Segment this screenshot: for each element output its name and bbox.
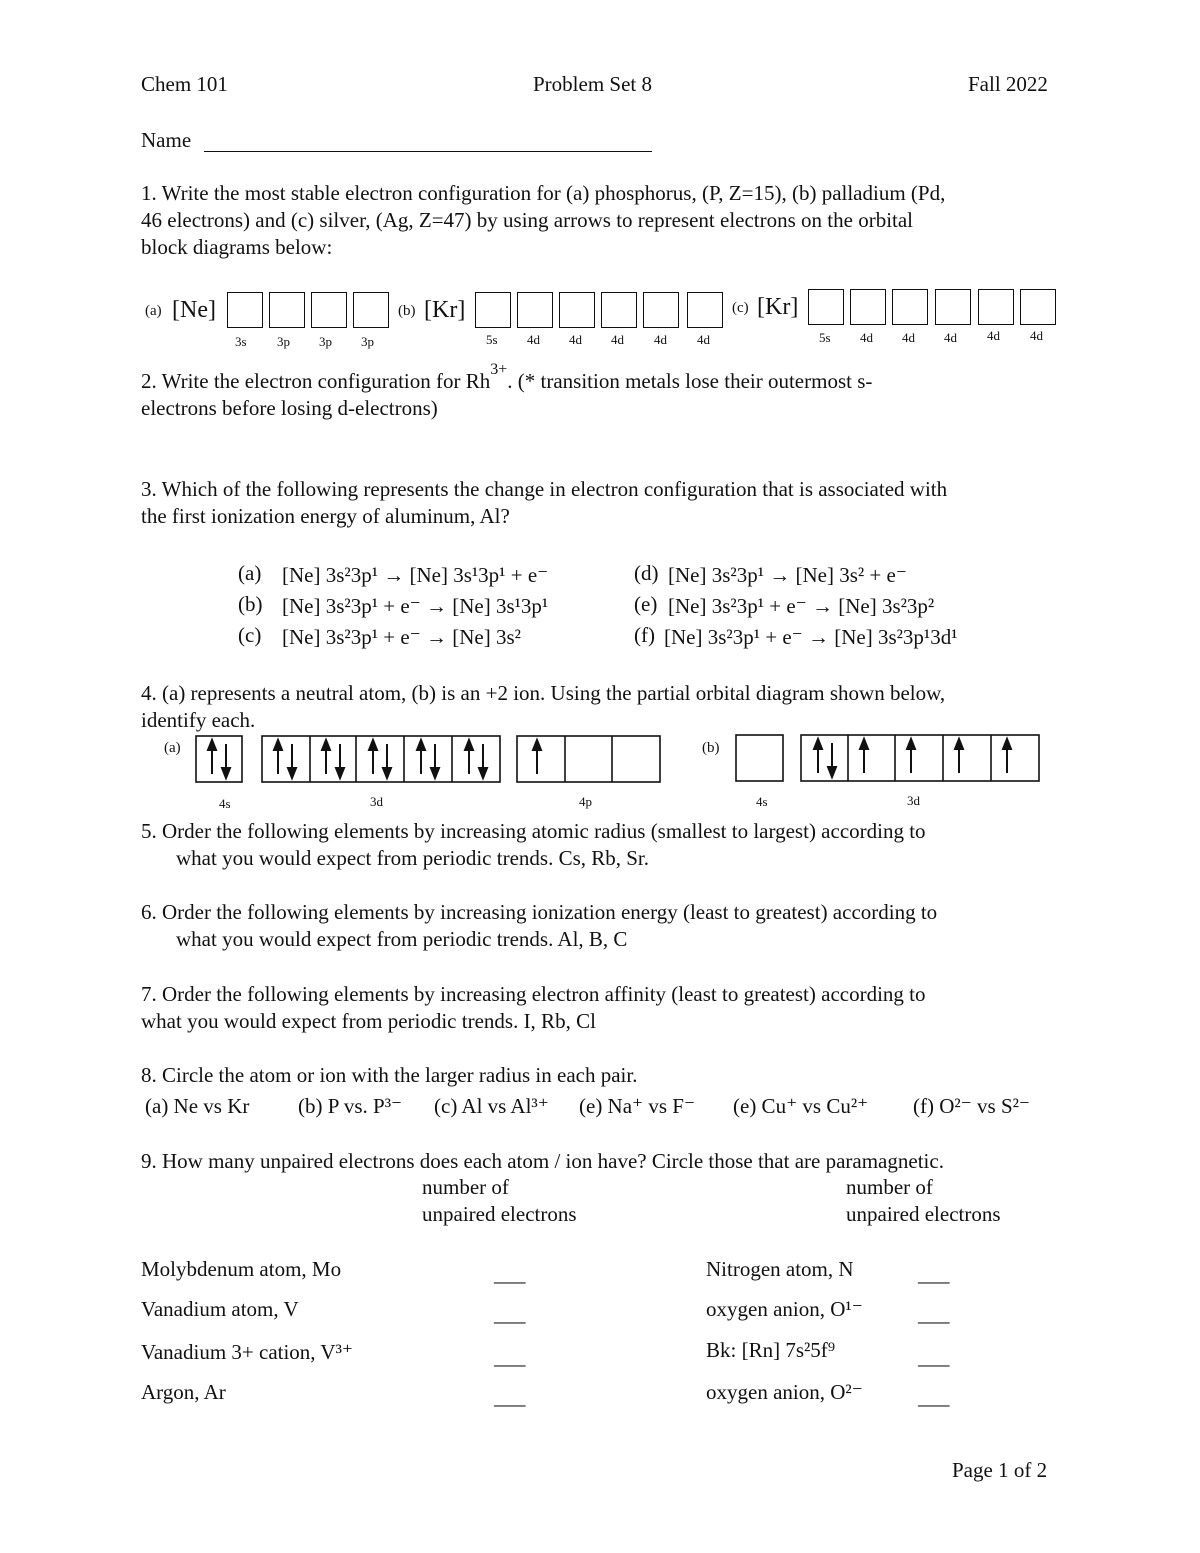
arrow-up-icon <box>274 740 282 774</box>
q9-col-header: number of <box>422 1175 509 1199</box>
q3-option-label: (a) <box>238 561 262 585</box>
arrow-up-icon <box>465 740 473 774</box>
q9-item[interactable]: Vanadium 3+ cation, V³⁺ <box>141 1340 353 1364</box>
q4a-orbital-diagram <box>190 730 670 790</box>
q3-option-text: [Ne] 3s²3p¹ + e⁻ → [Ne] 3s²3p² <box>668 594 935 618</box>
q9-answer-blank[interactable]: ___ <box>918 1302 950 1326</box>
q1a-orbital-box[interactable] <box>311 292 347 328</box>
q9-answer-blank[interactable]: ___ <box>494 1302 526 1326</box>
q5-line2: what you would expect from periodic trends. Cs, Rb, Sr. <box>176 846 650 870</box>
arrow-up-icon <box>208 740 216 774</box>
q1b-orbital-label: 4d <box>654 332 667 347</box>
arrow-down-icon <box>288 744 296 778</box>
q8-line1: 8. Circle the atom or ion with the larger radius in each pair. <box>141 1063 638 1087</box>
q9-item[interactable]: oxygen anion, O¹⁻ <box>706 1297 863 1321</box>
q1c-orbital-label: 5s <box>819 330 831 345</box>
q1a-orbital-box[interactable] <box>353 292 389 328</box>
q9-answer-blank[interactable]: ___ <box>494 1345 526 1369</box>
q1c-orbital-label: 4d <box>860 330 873 345</box>
q1a-core: [Ne] <box>172 297 216 323</box>
q1c-orbital-box[interactable] <box>935 289 971 325</box>
q2-line1: 2. Write the electron configuration for $Rh^{3+}$. (* transition metals lose their outermost s- <box>141 361 873 393</box>
q1b-orbital-box[interactable] <box>687 292 723 328</box>
q9-item[interactable]: Bk: [Rn] 7s²5f⁹ <box>706 1338 836 1362</box>
q3-option-label: (c) <box>238 623 262 647</box>
q1b-orbital-label: 4d <box>697 332 710 347</box>
q2-line2: electrons before losing d-electrons) <box>141 396 438 420</box>
q1b-core: [Kr] <box>424 297 466 323</box>
name-blank-line[interactable] <box>204 151 652 152</box>
q1b-orbital-box[interactable] <box>601 292 637 328</box>
q9-answer-blank[interactable]: ___ <box>918 1345 950 1369</box>
q7-line1: 7. Order the following elements by increasing electron affinity (least to greatest) according to <box>141 982 926 1006</box>
q5-line1: 5. Order the following elements by increasing atomic radius (smallest to largest) according to <box>141 819 926 843</box>
q9-item[interactable]: Molybdenum atom, Mo <box>141 1257 342 1281</box>
q1c-orbital-label: 4d <box>987 328 1000 343</box>
q6-line1: 6. Order the following elements by increasing ionization energy (least to greatest) according to <box>141 900 938 924</box>
q1a-orbital-box[interactable] <box>269 292 305 328</box>
q1-line2: 46 electrons) and (c) silver, (Ag, Z=47) by using arrows to represent electrons on the orbital <box>141 208 914 232</box>
arrow-up-icon <box>322 740 330 774</box>
q8-pair[interactable]: (a) Ne vs Kr <box>145 1094 250 1118</box>
q9-col-header: number of <box>846 1175 933 1199</box>
q1a-orbital-label: 3p <box>277 334 290 349</box>
q4a-3d-label: 3d <box>370 794 383 809</box>
arrow-down-icon <box>431 744 439 778</box>
arrow-up-icon <box>533 740 541 774</box>
q4b-label: (b) <box>702 740 720 756</box>
q1c-orbital-label: 4d <box>1030 328 1043 343</box>
q4-line2: identify each. <box>141 708 256 732</box>
q4a-4s-label: 4s <box>219 796 231 811</box>
q8-pair[interactable]: (c) Al vs Al³⁺ <box>434 1094 549 1118</box>
q1c-orbital-box[interactable] <box>978 289 1014 325</box>
q1a-orbital-box[interactable] <box>227 292 263 328</box>
q6-line2: what you would expect from periodic trends. Al, B, C <box>176 927 628 951</box>
q1-line3: block diagrams below: <box>141 235 333 259</box>
q4a-4p-label: 4p <box>579 794 592 809</box>
q7-line2: what you would expect from periodic trends. I, Rb, Cl <box>141 1009 596 1033</box>
q4a-label: (a) <box>164 740 181 756</box>
q9-answer-blank[interactable]: ___ <box>494 1262 526 1286</box>
arrow-up-icon <box>955 739 963 773</box>
q1b-orbital-label: 4d <box>569 332 582 347</box>
arrow-down-icon <box>479 744 487 778</box>
q1a-orbital-label: 3s <box>235 334 247 349</box>
q3-line1: 3. Which of the following represents the change in electron configuration that is associated with <box>141 477 948 501</box>
q1b-orbital-box[interactable] <box>643 292 679 328</box>
q4b-4s-box <box>736 735 783 781</box>
q1b-orbital-label: 5s <box>486 332 498 347</box>
page-number: Page 1 of 2 <box>952 1458 1048 1482</box>
q9-answer-blank[interactable]: ___ <box>494 1385 526 1409</box>
q1a-orbital-label: 3p <box>361 334 374 349</box>
name-label: Name <box>141 128 192 152</box>
q1c-orbital-box[interactable] <box>850 289 886 325</box>
arrow-down-icon <box>828 743 836 777</box>
q9-col-header: unpaired electrons <box>422 1202 577 1226</box>
q1a-label: (a) <box>145 303 162 319</box>
q1b-orbital-box[interactable] <box>517 292 553 328</box>
q4-line1: 4. (a) represents a neutral atom, (b) is an +2 ion. Using the partial orbital diagram shown below, <box>141 681 946 705</box>
q3-option-text: [Ne] 3s²3p¹ → [Ne] 3s² + e⁻ <box>668 563 907 587</box>
q4b-3d-group <box>801 735 1039 781</box>
arrow-up-icon <box>417 740 425 774</box>
q1b-orbital-label: 4d <box>611 332 624 347</box>
q3-option-text: [Ne] 3s²3p¹ + e⁻ → [Ne] 3s¹3p¹ <box>282 594 549 618</box>
page-title: Problem Set 8 <box>533 72 652 96</box>
q1-line1: 1. Write the most stable electron configuration for (a) phosphorus, (P, Z=15), (b) palladium (Pd, <box>141 181 946 205</box>
q3-option-label: (d) <box>634 561 659 585</box>
q1a-orbital-label: 3p <box>319 334 332 349</box>
q9-item[interactable]: oxygen anion, O²⁻ <box>706 1380 863 1404</box>
q1b-orbital-box[interactable] <box>475 292 511 328</box>
arrow-down-icon <box>222 744 230 778</box>
q3-option-text: [Ne] 3s²3p¹ + e⁻ → [Ne] 3s²3p¹3d¹ <box>664 625 958 649</box>
q1b-orbital-box[interactable] <box>559 292 595 328</box>
q9-item[interactable]: Vanadium atom, V <box>141 1297 299 1321</box>
q4b-orbital-diagram <box>730 729 1045 789</box>
course-label: Chem 101 <box>141 72 228 96</box>
q1c-core: [Kr] <box>757 294 799 320</box>
arrow-up-icon <box>907 739 915 773</box>
q3-line2: the first ionization energy of aluminum, Al? <box>141 504 510 528</box>
q3-option-label: (f) <box>634 623 655 647</box>
q3-option-label: (e) <box>634 592 658 616</box>
q1c-orbital-box[interactable] <box>892 289 928 325</box>
q8-pair[interactable]: (f) O²⁻ vs S²⁻ <box>913 1094 1031 1118</box>
q4b-4s-label: 4s <box>756 794 768 809</box>
q8-pair[interactable]: (e) Na⁺ vs F⁻ <box>579 1094 696 1118</box>
q1c-orbital-label: 4d <box>944 330 957 345</box>
q8-pair[interactable]: (b) P vs. P³⁻ <box>298 1094 403 1118</box>
q9-answer-blank[interactable]: ___ <box>918 1262 950 1286</box>
q9-col-header: unpaired electrons <box>846 1202 1001 1226</box>
q4a-3d-group <box>262 736 500 782</box>
arrow-up-icon <box>814 739 822 773</box>
arrow-up-icon <box>1003 739 1011 773</box>
term-label: Fall 2022 <box>968 72 1048 96</box>
q4a-4s-box <box>196 736 242 782</box>
arrow-up-icon <box>369 740 377 774</box>
q1c-orbital-box[interactable] <box>1020 289 1056 325</box>
q8-pair[interactable]: (e) Cu⁺ vs Cu²⁺ <box>733 1094 869 1118</box>
q1c-label: (c) <box>732 300 749 316</box>
q3-option-text: [Ne] 3s²3p¹ → [Ne] 3s¹3p¹ + e⁻ <box>282 563 549 587</box>
q9-line1: 9. How many unpaired electrons does each atom / ion have? Circle those that are paramagnetic. <box>141 1149 944 1173</box>
q1b-label: (b) <box>398 303 416 319</box>
arrow-down-icon <box>383 744 391 778</box>
q1b-orbital-label: 4d <box>527 332 540 347</box>
q9-item[interactable]: Argon, Ar <box>141 1380 226 1404</box>
q3-option-text: [Ne] 3s²3p¹ + e⁻ → [Ne] 3s² <box>282 625 521 649</box>
q9-answer-blank[interactable]: ___ <box>918 1385 950 1409</box>
q1c-orbital-box[interactable] <box>808 289 844 325</box>
arrow-down-icon <box>336 744 344 778</box>
q3-option-label: (b) <box>238 592 263 616</box>
q9-item[interactable]: Nitrogen atom, N <box>706 1257 854 1281</box>
q4b-3d-label: 3d <box>907 793 920 808</box>
arrow-up-icon <box>860 739 868 773</box>
q1c-orbital-label: 4d <box>902 330 915 345</box>
